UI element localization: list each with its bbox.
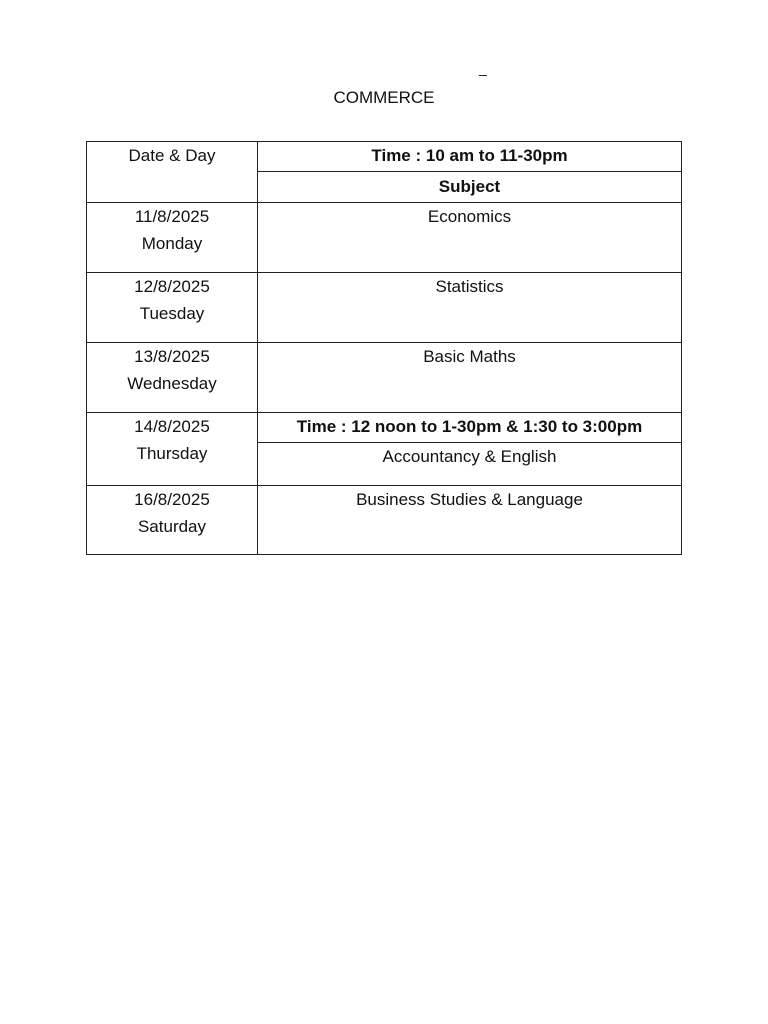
table-row xyxy=(87,413,682,443)
day: Thursday xyxy=(136,444,208,463)
date-cell xyxy=(87,413,258,486)
day: Wednesday xyxy=(127,374,217,393)
time-note: Time : 12 noon to 1-30pm & 1:30 to 3:00pm xyxy=(258,413,682,443)
subject: Business Studies & Language xyxy=(356,490,583,509)
subject-header: Subject xyxy=(258,172,682,203)
subject: Accountancy & English xyxy=(382,447,557,466)
day: Tuesday xyxy=(139,304,205,323)
table-row xyxy=(87,203,682,273)
subject-cell xyxy=(258,343,682,413)
date-cell xyxy=(87,486,258,555)
date: 16/8/2025 xyxy=(134,490,210,509)
table-row xyxy=(87,343,682,413)
date-cell xyxy=(87,343,258,413)
subject-cell xyxy=(258,203,682,273)
page-title: COMMERCE xyxy=(333,88,435,107)
subject-cell xyxy=(258,273,682,343)
date: 12/8/2025 xyxy=(134,277,210,296)
date: 14/8/2025 xyxy=(134,417,210,436)
header-row xyxy=(87,142,682,172)
date-cell xyxy=(87,203,258,273)
top-dash: _ xyxy=(479,60,487,76)
exam-schedule-table xyxy=(86,141,682,555)
date-day-header xyxy=(87,142,258,203)
date: 11/8/2025 xyxy=(134,207,210,226)
subject-cell xyxy=(258,443,682,486)
day: Saturday xyxy=(137,517,207,536)
table-row xyxy=(87,486,682,555)
date-cell xyxy=(87,273,258,343)
day: Monday xyxy=(141,234,203,253)
date: 13/8/2025 xyxy=(134,347,210,366)
subject: Economics xyxy=(427,207,512,226)
subject: Basic Maths xyxy=(423,347,516,366)
date-day-header-label: Date & Day xyxy=(128,146,216,165)
time-header: Time : 10 am to 11-30pm xyxy=(258,142,682,172)
subject-cell xyxy=(258,486,682,555)
table-row xyxy=(87,273,682,343)
subject: Statistics xyxy=(435,277,504,296)
